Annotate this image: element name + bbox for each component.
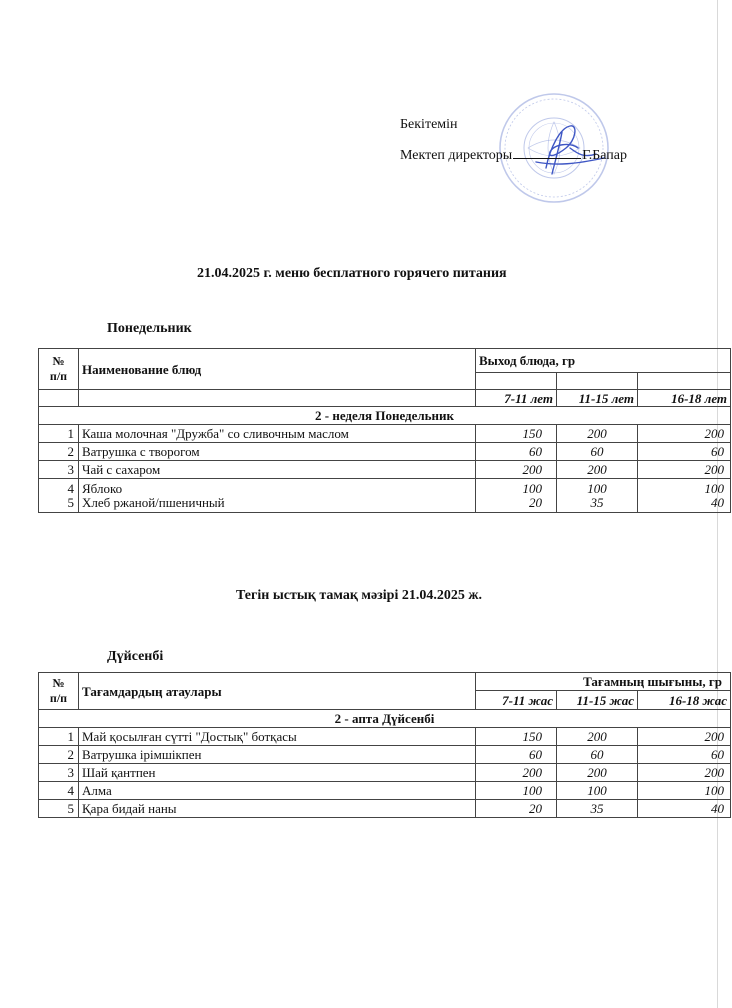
dish-name-pair: [79, 479, 476, 513]
row-number: 5: [39, 800, 79, 818]
row-number: 3: [39, 764, 79, 782]
portion-16-18: 60: [638, 746, 731, 764]
row-number: 1: [39, 425, 79, 443]
portion-16-18: 200: [638, 425, 731, 443]
row-number: 1: [39, 728, 79, 746]
dish-name: Каша молочная "Дружба" со сливочным маслом: [79, 425, 476, 443]
table-row: [39, 479, 731, 513]
portion-16-18: 200: [638, 764, 731, 782]
header-num-sign: №: [52, 354, 65, 368]
portion-16-18: 40: [638, 800, 731, 818]
portion-16-18: 100: [638, 782, 731, 800]
table-row: [39, 425, 731, 443]
portion-16-18: 200: [638, 728, 731, 746]
row-number: 4: [67, 480, 74, 496]
portion-11-15: 100: [557, 782, 638, 800]
header-blank-cell: [79, 390, 476, 407]
header-blank-cell: [476, 373, 557, 390]
dish-name: Ватрушка ірімшікпен: [79, 746, 476, 764]
portion-7-11: 20: [476, 800, 557, 818]
header-num: [39, 673, 79, 710]
dish-name: Яблоко: [82, 480, 123, 496]
header-blank-cell: [638, 373, 731, 390]
portion-11-15: 35: [590, 494, 604, 510]
dish-name: Чай с сахаром: [79, 461, 476, 479]
portion-11-15: 60: [557, 746, 638, 764]
table-row: [39, 800, 731, 818]
week-label: 2 - неделя Понедельник: [39, 407, 731, 425]
day-label-kz: Дүйсенбі: [107, 649, 164, 664]
portion-11-15: 200: [557, 764, 638, 782]
portion-11-15: 200: [557, 728, 638, 746]
row-number: 4: [39, 782, 79, 800]
portion-16-18: 200: [638, 461, 731, 479]
row-number: 3: [39, 461, 79, 479]
portion-7-11: 100: [522, 480, 542, 496]
portion-11-15: 200: [557, 425, 638, 443]
age-group-header: 16-18 жас: [638, 691, 731, 710]
dish-name: Алма: [79, 782, 476, 800]
portion-16-18-pair: [638, 479, 731, 513]
signature-line: [513, 146, 581, 159]
portion-16-18: 100: [704, 480, 725, 496]
portion-11-15: 100: [587, 480, 607, 496]
header-num-sign: №: [52, 676, 65, 690]
menu-title-kz: Тегін ыстық тамақ мәзірі 21.04.2025 ж.: [236, 588, 482, 603]
table-row: [39, 782, 731, 800]
portion-7-11-pair: [476, 479, 557, 513]
menu-table-kz: [38, 672, 731, 818]
portion-16-18: 60: [638, 443, 731, 461]
header-num-pp: п/п: [49, 691, 68, 705]
portion-7-11: 20: [529, 494, 542, 510]
menu-title-ru: 21.04.2025 г. меню бесплатного горячего питания: [197, 266, 507, 281]
header-blank-cell: [557, 373, 638, 390]
portion-7-11: 150: [476, 425, 557, 443]
portion-16-18: 40: [711, 494, 725, 510]
portion-11-15-pair: [557, 479, 638, 513]
approve-label: Бекітемін: [400, 117, 458, 132]
approval-block: [400, 116, 627, 165]
portion-11-15: 35: [557, 800, 638, 818]
portion-7-11: 60: [476, 443, 557, 461]
header-dish-name: Наименование блюд: [79, 349, 476, 390]
week-label: 2 - апта Дүйсенбі: [39, 710, 731, 728]
row-number: 2: [39, 746, 79, 764]
portion-7-11: 200: [476, 764, 557, 782]
director-label: Мектеп директоры: [400, 148, 513, 163]
age-group-header: 11-15 лет: [557, 390, 638, 407]
dish-name: Шай қантпен: [79, 764, 476, 782]
header-output: Тағамның шығыны, гр: [476, 673, 731, 691]
table-row: [39, 443, 731, 461]
portion-7-11: 60: [476, 746, 557, 764]
header-dish-name: Тағамдардың атаулары: [79, 673, 476, 710]
table-row: [39, 728, 731, 746]
row-number: 5: [67, 494, 74, 510]
dish-name: Қара бидай наны: [79, 800, 476, 818]
table-row: [39, 746, 731, 764]
portion-11-15: 200: [557, 461, 638, 479]
row-number: 2: [39, 443, 79, 461]
age-group-header: 7-11 жас: [476, 691, 557, 710]
director-name: Г.Бапар: [582, 148, 628, 163]
dish-name: Хлеб ржаной/пшеничный: [82, 494, 225, 510]
portion-11-15: 60: [557, 443, 638, 461]
dish-name: Ватрушка с творогом: [79, 443, 476, 461]
portion-7-11: 200: [476, 461, 557, 479]
day-label-ru: Понедельник: [107, 321, 192, 336]
age-group-header: 11-15 жас: [557, 691, 638, 710]
age-group-header: 16-18 лет: [638, 390, 731, 407]
menu-table-ru: [38, 348, 731, 513]
dish-name: Май қосылған сүтті "Достық" ботқасы: [79, 728, 476, 746]
header-blank-cell: [39, 390, 79, 407]
row-number-pair: [39, 479, 79, 513]
header-num-pp: п/п: [49, 369, 68, 383]
table-row: [39, 764, 731, 782]
header-num: [39, 349, 79, 390]
header-output: Выход блюда, гр: [476, 349, 731, 373]
age-group-header: 7-11 лет: [476, 390, 557, 407]
portion-7-11: 150: [476, 728, 557, 746]
table-row: [39, 461, 731, 479]
portion-7-11: 100: [476, 782, 557, 800]
